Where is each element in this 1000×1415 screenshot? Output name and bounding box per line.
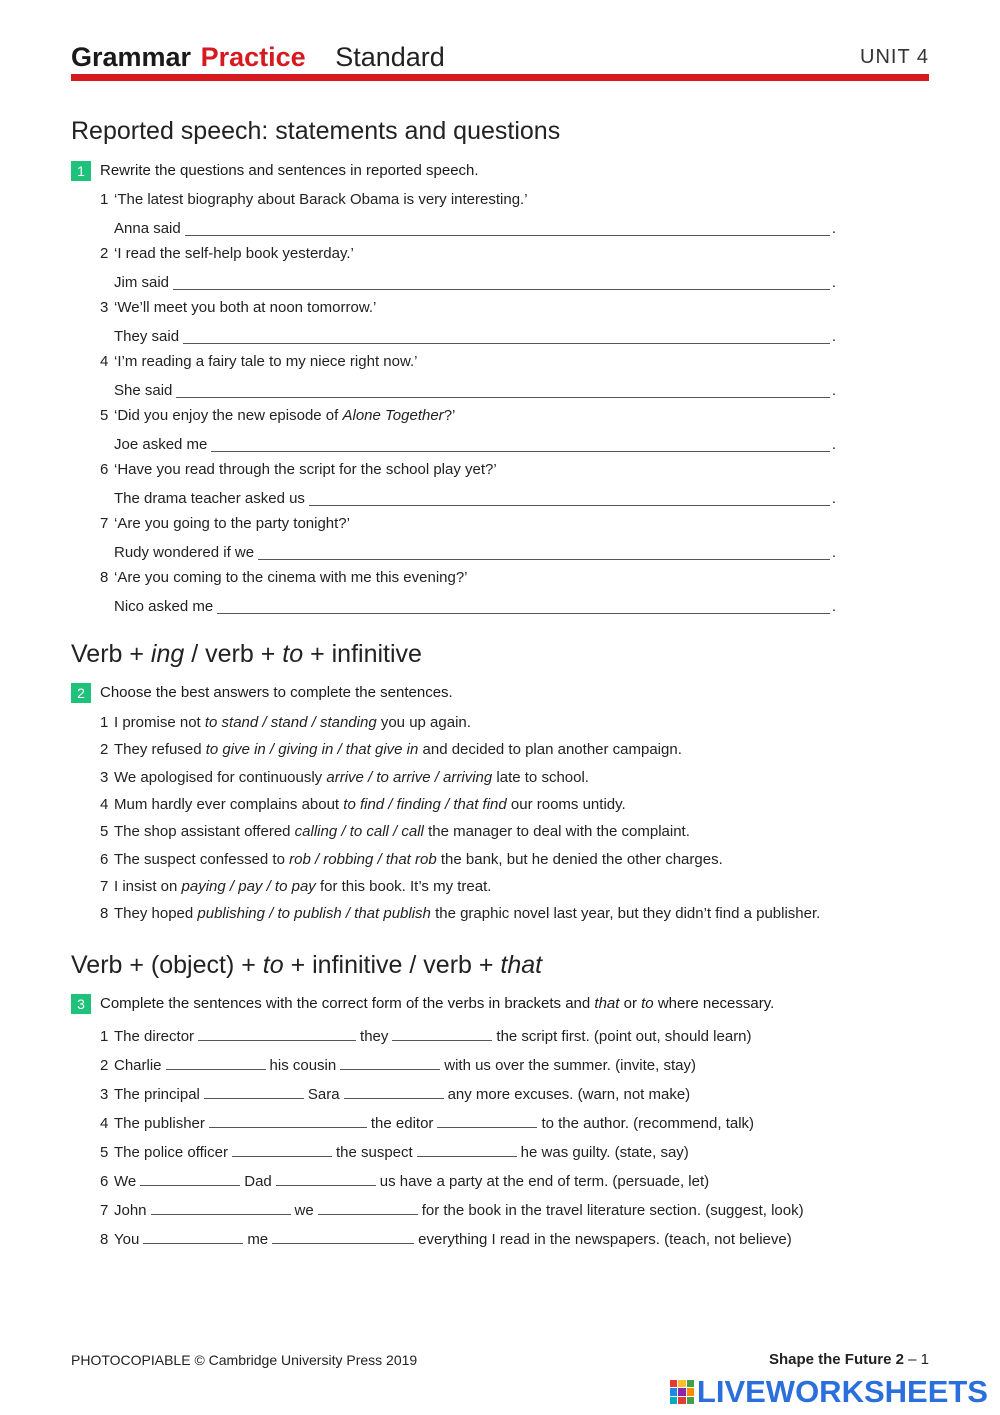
question-row xyxy=(100,567,900,589)
sentence-text: The suspect confessed to xyxy=(114,850,290,868)
sentence-text: Mum hardly ever complains about xyxy=(114,795,344,813)
answer-prompt: Nico asked me xyxy=(114,598,214,615)
answer-end: . xyxy=(831,274,836,291)
answer-options[interactable]: rob / robbing / that rob xyxy=(289,850,437,868)
choice-row xyxy=(100,876,900,898)
title-level: Standard xyxy=(335,42,445,72)
copyright-notice: PHOTOCOPIABLE © Cambridge University Press 2019 xyxy=(71,1352,418,1368)
question-row xyxy=(100,351,900,373)
quote-text: ‘We’ll meet you both at noon tomorrow.’ xyxy=(114,299,377,316)
answer-row xyxy=(114,488,836,510)
page-header xyxy=(71,40,929,84)
answer-blank[interactable] xyxy=(344,1082,444,1099)
sentence-text: for this book. It’s my treat. xyxy=(315,877,492,895)
fill-blank-row xyxy=(100,1198,900,1220)
sentence-text: We xyxy=(114,1173,137,1190)
book-title: Shape the Future 2 xyxy=(768,1351,904,1368)
question-row xyxy=(100,405,900,427)
answer-line[interactable] xyxy=(185,218,830,236)
answer-prompt: Rudy wondered if we xyxy=(114,544,255,561)
item-number: 2 xyxy=(100,741,109,759)
sentence-text: they xyxy=(360,1028,389,1045)
quote-text: ‘The latest biography about Barack Obama is very interesting.’ xyxy=(114,191,528,208)
exercise-2-instruction xyxy=(71,683,453,703)
sentence-text: his cousin xyxy=(269,1057,337,1074)
question-row xyxy=(100,513,900,535)
sentence-text: Sara xyxy=(307,1086,340,1103)
answer-blank[interactable] xyxy=(204,1082,304,1099)
answer-options[interactable]: calling / to call / call xyxy=(294,823,424,841)
sentence-text: the script first. (point out, should learn) xyxy=(496,1028,752,1045)
item-number: 7 xyxy=(100,877,109,895)
choice-row xyxy=(100,712,900,734)
sentence-text: You xyxy=(114,1231,140,1248)
sentence-text: any more excuses. (warn, not make) xyxy=(447,1086,691,1103)
instruction-part: where necessary. xyxy=(653,995,775,1012)
liveworksheets-logo xyxy=(670,1376,988,1408)
question-row xyxy=(100,459,900,481)
quote-title-italic: Alone Together xyxy=(342,407,444,424)
answer-row xyxy=(114,326,836,348)
sentence-text: I insist on xyxy=(114,877,182,895)
question-row xyxy=(100,189,900,211)
quote-text: ‘Are you going to the party tonight?’ xyxy=(114,515,350,532)
item-number: 2 xyxy=(100,1057,109,1074)
answer-end: . xyxy=(831,220,836,237)
sentence-text: The shop assistant offered xyxy=(114,823,295,841)
choice-row xyxy=(100,849,900,871)
item-number: 6 xyxy=(100,1173,109,1190)
answer-prompt: They said xyxy=(114,328,180,345)
sentence-text: the editor xyxy=(370,1115,434,1132)
sentence-text: everything I read in the newspapers. (teach, not believe) xyxy=(418,1231,792,1248)
quote-text: ?’ xyxy=(443,407,456,424)
answer-prompt: The drama teacher asked us xyxy=(114,490,305,507)
liveworksheets-logo-text: LIVEWORKSHEETS xyxy=(696,1374,988,1409)
sentence-text: The director xyxy=(114,1028,195,1045)
answer-options[interactable]: publishing / to publish / that publish xyxy=(197,905,431,923)
instruction-part-italic: that xyxy=(594,995,620,1012)
title-practice: Practice xyxy=(200,42,306,72)
sentence-text: We apologised for continuously xyxy=(114,768,327,786)
item-number: 5 xyxy=(100,823,109,841)
answer-blank[interactable] xyxy=(140,1169,240,1186)
answer-row xyxy=(114,218,836,240)
item-number: 8 xyxy=(100,1231,109,1248)
sentence-text: he was guilty. (state, say) xyxy=(520,1144,689,1161)
page-footer xyxy=(769,1351,929,1369)
answer-blank[interactable] xyxy=(276,1169,376,1186)
instruction-part-italic: to xyxy=(641,995,654,1012)
item-number: 7 xyxy=(100,1202,109,1219)
answer-options[interactable]: to stand / stand / standing xyxy=(204,714,377,731)
title-part: Verb + (object) + xyxy=(71,951,263,979)
title-part-italic: to xyxy=(262,951,284,979)
section-3-title xyxy=(71,950,542,980)
sentence-text: the graphic novel last year, but they didn’t find a publisher. xyxy=(430,905,821,923)
choice-row xyxy=(100,767,900,789)
sentence-text: They refused xyxy=(114,741,206,759)
fill-blank-row xyxy=(100,1053,900,1075)
sentence-text: Dad xyxy=(244,1173,272,1190)
title-part-italic: to xyxy=(282,640,304,668)
answer-prompt: Joe asked me xyxy=(114,436,208,453)
sentence-text: with us over the summer. (invite, stay) xyxy=(444,1057,696,1074)
answer-line[interactable] xyxy=(183,326,830,344)
page-number: – 1 xyxy=(903,1351,929,1368)
title-part: + infinitive / verb + xyxy=(283,951,501,979)
question-row xyxy=(100,243,900,265)
unit-label: UNIT 4 xyxy=(860,46,929,68)
instruction-text xyxy=(100,995,774,1012)
sentence-text: Charlie xyxy=(114,1057,162,1074)
sentence-text: John xyxy=(114,1202,147,1219)
sentence-text: I promise not xyxy=(114,714,205,731)
answer-blank[interactable] xyxy=(198,1024,356,1041)
sentence-text: The police officer xyxy=(114,1144,228,1161)
sentence-text: the suspect xyxy=(335,1144,413,1161)
quote-text: ‘I read the self-help book yesterday.’ xyxy=(114,245,354,262)
item-number: 2 xyxy=(100,245,109,262)
sentence-text: our rooms untidy. xyxy=(506,795,626,813)
worksheet-title xyxy=(71,40,445,74)
item-number: 6 xyxy=(100,461,109,478)
answer-line[interactable] xyxy=(309,488,830,506)
item-number: 5 xyxy=(100,1144,109,1161)
answer-blank[interactable] xyxy=(437,1111,537,1128)
answer-options[interactable]: paying / pay / to pay xyxy=(181,877,316,895)
header-rule xyxy=(71,74,929,81)
quote-text: ‘Did you enjoy the new episode of xyxy=(114,407,343,424)
answer-options[interactable]: arrive / to arrive / arriving xyxy=(326,768,493,786)
sentence-text: we xyxy=(294,1202,314,1219)
sentence-text: late to school. xyxy=(492,768,589,786)
exercise-3-instruction xyxy=(71,994,774,1014)
title-part: Verb + xyxy=(71,640,151,668)
answer-row xyxy=(114,596,836,618)
answer-options[interactable]: to give in / giving in / that give in xyxy=(205,741,419,759)
fill-blank-row xyxy=(100,1140,900,1162)
title-grammar: Grammar xyxy=(71,42,192,72)
exercise-number-badge: 1 xyxy=(71,161,91,181)
quote-text: ‘Are you coming to the cinema with me this evening?’ xyxy=(114,569,468,586)
section-1-title: Reported speech: statements and questions xyxy=(71,117,561,145)
choice-row xyxy=(100,903,900,925)
answer-end: . xyxy=(831,598,836,615)
answer-row xyxy=(114,542,836,564)
exercise-number-badge: 3 xyxy=(71,994,91,1014)
item-number: 4 xyxy=(100,353,109,370)
answer-end: . xyxy=(831,382,836,399)
answer-blank[interactable] xyxy=(232,1140,332,1157)
answer-line[interactable] xyxy=(176,380,829,398)
item-number: 7 xyxy=(100,515,109,532)
exercise-1-instruction xyxy=(71,161,479,181)
item-number: 1 xyxy=(100,1028,109,1045)
instruction-part: or xyxy=(619,995,642,1012)
answer-prompt: She said xyxy=(114,382,173,399)
title-part-italic: ing xyxy=(150,640,185,668)
item-number: 5 xyxy=(100,407,109,424)
answer-blank[interactable] xyxy=(318,1198,418,1215)
item-number: 3 xyxy=(100,1086,109,1103)
item-number: 8 xyxy=(100,569,109,586)
item-number: 8 xyxy=(100,905,109,923)
answer-row xyxy=(114,434,836,456)
choice-row xyxy=(100,821,900,843)
answer-row xyxy=(114,380,836,402)
answer-blank[interactable] xyxy=(392,1024,492,1041)
item-number: 3 xyxy=(100,299,109,316)
instruction-text: Choose the best answers to complete the sentences. xyxy=(100,684,453,701)
sentence-text: me xyxy=(247,1231,269,1248)
answer-blank[interactable] xyxy=(417,1140,517,1157)
sentence-text: for the book in the travel literature section. (suggest, look) xyxy=(421,1202,804,1219)
answer-line[interactable] xyxy=(258,542,830,560)
fill-blank-row xyxy=(100,1082,900,1104)
answer-end: . xyxy=(831,544,836,561)
item-number: 4 xyxy=(100,795,109,813)
liveworksheets-logo-icon xyxy=(670,1380,694,1404)
fill-blank-row xyxy=(100,1227,900,1249)
instruction-part: Complete the sentences with the correct form of the verbs in brackets and xyxy=(100,995,595,1012)
answer-line[interactable] xyxy=(173,272,830,290)
sentence-text: you up again. xyxy=(376,714,471,731)
answer-options[interactable]: to find / finding / that find xyxy=(343,795,507,813)
instruction-text: Rewrite the questions and sentences in reported speech. xyxy=(100,162,479,179)
question-row xyxy=(100,297,900,319)
quote-text: ‘I’m reading a fairy tale to my niece right now.’ xyxy=(114,353,418,370)
item-number: 4 xyxy=(100,1115,109,1132)
exercise-number-badge: 2 xyxy=(71,683,91,703)
answer-end: . xyxy=(831,436,836,453)
fill-blank-row xyxy=(100,1111,900,1133)
answer-blank[interactable] xyxy=(143,1227,243,1244)
sentence-text: The principal xyxy=(114,1086,200,1103)
answer-blank[interactable] xyxy=(151,1198,291,1215)
item-number: 1 xyxy=(100,714,109,731)
answer-row xyxy=(114,272,836,294)
sentence-text: to the author. (recommend, talk) xyxy=(541,1115,755,1132)
answer-end: . xyxy=(831,490,836,507)
item-number: 1 xyxy=(100,191,109,208)
answer-blank[interactable] xyxy=(209,1111,367,1128)
fill-blank-row xyxy=(100,1024,900,1046)
title-part: + infinitive xyxy=(303,640,422,668)
answer-blank[interactable] xyxy=(166,1053,266,1070)
sentence-text: the manager to deal with the complaint. xyxy=(423,823,690,841)
choice-row xyxy=(100,794,900,816)
answer-prompt: Jim said xyxy=(114,274,170,291)
title-part: / verb + xyxy=(184,640,283,668)
section-2-title xyxy=(71,639,422,669)
fill-blank-row xyxy=(100,1169,900,1191)
item-number: 3 xyxy=(100,768,109,786)
sentence-text: us have a party at the end of term. (persuade, let) xyxy=(379,1173,710,1190)
answer-prompt: Anna said xyxy=(114,220,181,237)
answer-blank[interactable] xyxy=(340,1053,440,1070)
sentence-text: They hoped xyxy=(114,905,198,923)
sentence-text: and decided to plan another campaign. xyxy=(418,741,682,759)
sentence-text: The publisher xyxy=(114,1115,205,1132)
choice-row xyxy=(100,739,900,761)
quote-text: ‘Have you read through the script for the school play yet?’ xyxy=(114,461,497,478)
answer-line[interactable] xyxy=(211,434,829,452)
sentence-text: the bank, but he denied the other charges. xyxy=(436,850,723,868)
answer-line[interactable] xyxy=(217,596,830,614)
answer-end: . xyxy=(831,328,836,345)
title-part-italic: that xyxy=(500,951,543,979)
answer-blank[interactable] xyxy=(272,1227,414,1244)
item-number: 6 xyxy=(100,850,109,868)
